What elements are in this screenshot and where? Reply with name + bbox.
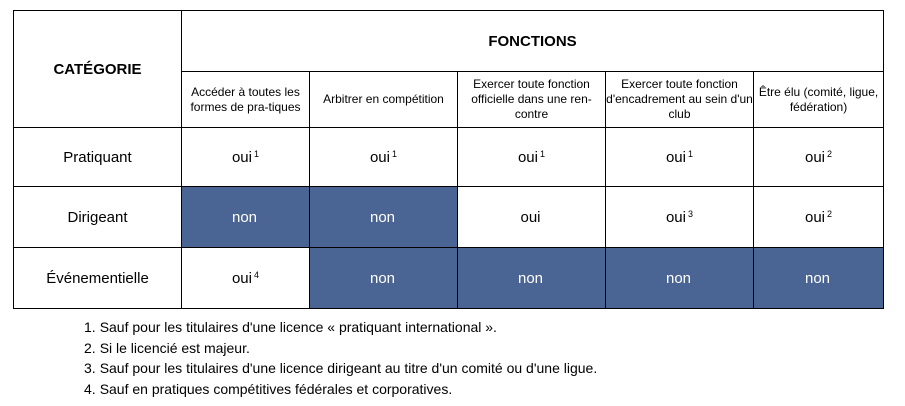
footnotes-list xyxy=(84,317,597,399)
cell-value: non xyxy=(369,208,396,226)
table-cell xyxy=(458,128,606,187)
category-header: CATÉGORIE xyxy=(14,11,182,128)
cell-value: oui xyxy=(369,148,390,166)
footnote-number: 2. xyxy=(84,339,96,356)
column-header: Exercer toute fonction officielle dans une ren-contre xyxy=(458,72,606,128)
table-row xyxy=(14,248,884,309)
row-label: Dirigeant xyxy=(14,187,182,248)
footnote-ref: 1 xyxy=(254,148,260,159)
cell-value: oui xyxy=(520,208,541,226)
footnote-text: Sauf pour les titulaires d'une licence « pratiquant international ». xyxy=(99,319,497,335)
footnote-ref: 1 xyxy=(392,148,398,159)
footnote-ref: 1 xyxy=(540,148,546,159)
table-cell xyxy=(606,187,754,248)
cell-value: oui xyxy=(805,208,826,226)
cell-value: oui xyxy=(665,208,686,226)
table-cell xyxy=(754,248,884,309)
column-header: Exercer toute fonction d'encadrement au sein d'un club xyxy=(606,72,754,128)
cell-value: oui xyxy=(517,148,538,166)
table-cell xyxy=(182,248,310,309)
cell-value: oui xyxy=(665,148,686,166)
cell-value: non xyxy=(369,269,396,287)
footnote-item xyxy=(84,338,597,359)
column-header: Être élu (comité, ligue, fédération) xyxy=(754,72,884,128)
cell-value: oui xyxy=(231,269,252,287)
cell-value: oui xyxy=(231,148,252,166)
table-cell xyxy=(754,128,884,187)
footnote-ref: 3 xyxy=(688,208,694,219)
table-cell xyxy=(754,187,884,248)
table-cell xyxy=(310,187,458,248)
functions-header: FONCTIONS xyxy=(182,11,884,72)
table-cell xyxy=(606,128,754,187)
cell-value: oui xyxy=(805,148,826,166)
footnote-ref: 1 xyxy=(688,148,694,159)
table-cell xyxy=(458,248,606,309)
table-cell xyxy=(310,248,458,309)
footnote-ref: 2 xyxy=(827,208,833,219)
footnote-number: 4. xyxy=(84,380,96,397)
footnote-item xyxy=(84,317,597,338)
footnote-ref: 4 xyxy=(254,269,260,280)
table-cell xyxy=(606,248,754,309)
footnote-text: Sauf pour les titulaires d'une licence dirigeant au titre d'un comité ou d'une ligue. xyxy=(99,360,598,376)
cell-value: non xyxy=(665,269,692,287)
footnote-text: Si le licencié est majeur. xyxy=(99,339,250,356)
footnote-text: Sauf en pratiques compétitives fédérales et corporatives. xyxy=(99,380,453,397)
cell-value: non xyxy=(517,269,544,287)
column-header: Arbitrer en compétition xyxy=(310,72,458,128)
footnote-item xyxy=(84,358,597,379)
table-cell xyxy=(182,128,310,187)
table-cell xyxy=(182,187,310,248)
footnote-number: 3. xyxy=(84,360,96,376)
row-label: Pratiquant xyxy=(14,128,182,187)
row-label: Événementielle xyxy=(14,248,182,309)
table-row xyxy=(14,128,884,187)
footnote-ref: 2 xyxy=(827,148,833,159)
column-header: Accéder à toutes les formes de pra-tiques xyxy=(182,72,310,128)
footnote-number: 1. xyxy=(84,319,96,335)
licence-functions-table xyxy=(13,10,884,309)
cell-value: non xyxy=(805,269,831,287)
table-cell xyxy=(310,128,458,187)
table-row xyxy=(14,187,884,248)
table-cell xyxy=(458,187,606,248)
cell-value: non xyxy=(231,208,258,226)
footnote-item xyxy=(84,379,597,400)
